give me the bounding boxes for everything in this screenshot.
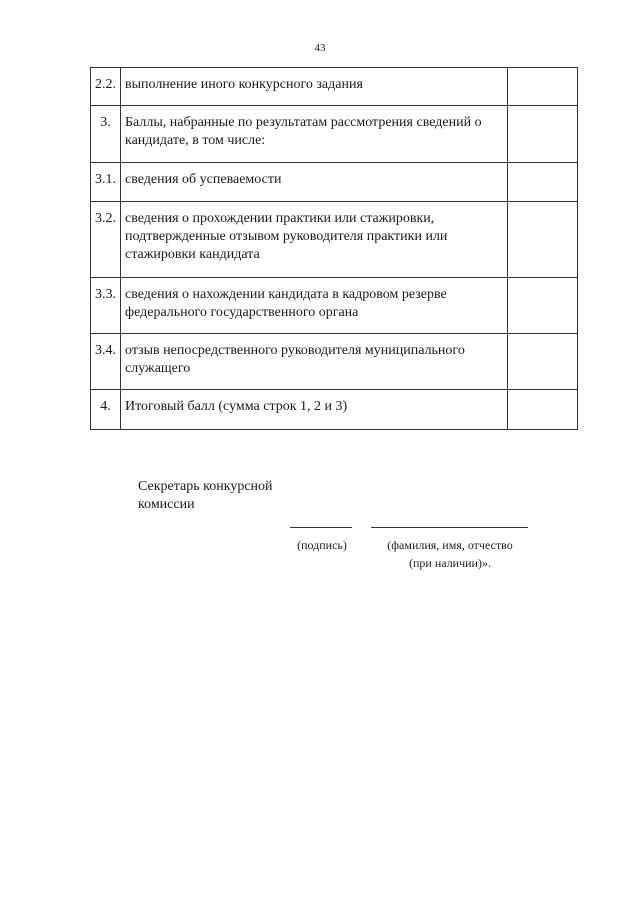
row-number: 3.4. [91,334,121,390]
fio-caption-line1: (фамилия, имя, отчество [387,538,513,552]
table-row [91,390,578,430]
fio-caption-line2: (при наличии)». [409,556,491,570]
row-criterion: отзыв непосредственного руководителя муниципального служащего [121,334,508,390]
score-table [90,67,578,430]
row-number: 2.2. [91,68,121,106]
table-row [91,278,578,334]
row-number: 3.2. [91,202,121,278]
row-criterion: Итоговый балл (сумма строк 1, 2 и 3) [121,390,508,430]
row-score-cell [508,390,578,430]
fio-line [371,527,528,528]
table-row [91,202,578,278]
secretary-title-line2: комиссии [138,497,195,512]
secretary-title [138,478,273,514]
row-criterion: Баллы, набранные по результатам рассмотрения сведений о кандидате, в том числе: [121,106,508,163]
row-score-cell [508,68,578,106]
table-row [91,68,578,106]
row-number: 3. [91,106,121,163]
secretary-title-line1: Секретарь конкурсной [138,479,273,494]
row-score-cell [508,106,578,163]
row-score-cell [508,163,578,202]
row-score-cell [508,278,578,334]
page-number: 43 [314,42,326,54]
row-score-cell [508,202,578,278]
row-number: 3.3. [91,278,121,334]
row-number: 4. [91,390,121,430]
table-row [91,106,578,163]
row-criterion: сведения о прохождении практики или стажировки, подтвержденные отзывом руководителя практики или стажировки кандидата [121,202,508,278]
fio-caption [375,536,525,572]
row-score-cell [508,334,578,390]
signature-line [290,527,352,528]
table-row [91,163,578,202]
table-row [91,334,578,390]
signature-caption: (подпись) [297,538,347,552]
row-criterion: сведения о нахождении кандидата в кадровом резерве федерального государственного органа [121,278,508,334]
row-criterion: выполнение иного конкурсного задания [121,68,508,106]
row-number: 3.1. [91,163,121,202]
row-criterion: сведения об успеваемости [121,163,508,202]
